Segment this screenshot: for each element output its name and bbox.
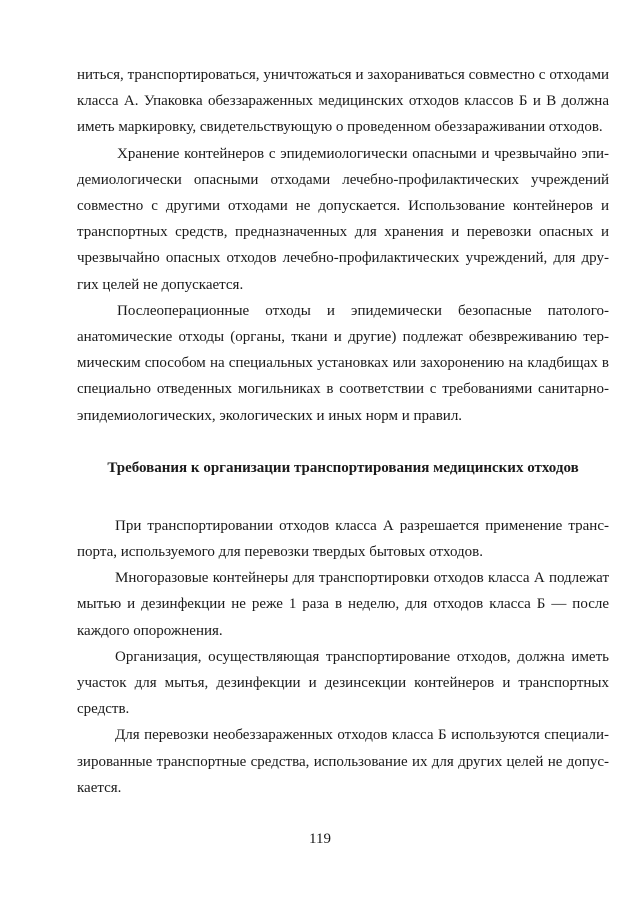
document-page <box>77 62 609 801</box>
paragraph-class-b-vehicles: Для перевозки необеззараженных отходов класса Б используются специализированные транспортные средства, использование их для других целей не допускается. <box>77 727 609 796</box>
paragraph-class-a-transport: При транспортировании отходов класса А разрешается применение транспорта, используемого для перевозки твердых бытовых отходов. <box>77 517 609 561</box>
paragraph-reusable-containers: Многоразовые контейнеры для транспортировки отходов класса А подлежат мытью и дезинфекции не реже 1 раза в неделю, для отходов класса Б — после каждого опорожнения. <box>77 570 609 639</box>
page-number: 119 <box>309 831 331 847</box>
section-heading: Требования к организации транспортирования медицинских отходов <box>107 459 579 476</box>
paragraph-washing-area: Организация, осуществляющая транспортирование отходов, должна иметь участок для мытья, дезинфекции и дезинсекции контейнеров и транспортных средств. <box>77 648 609 718</box>
paragraph-postoperative-waste: Послеоперационные отходы и эпидемически безопасные патологоанатомические отходы (органы, ткани и другие) подлежат обезвреживанию термическим способом на специальных установках или захоронению на кладбищах в специально отведенных могильниках в соответствии с требованиями санитарноэпидемиологических, экологических и иных норм и правил. <box>77 302 609 424</box>
paragraph-container-storage: Хранение контейнеров с эпидемиологически опасными и чрезвычайно эпидемиологически опасными отходами лечебно-профилактических учреждений совместно с другими отходами не допускается. Использование контейнеров и транспортных средств, предназначенных для хранения и перевозки опасных и чрезвычайно опасных отходов лечебно-профилактических учреждений, для других целей не допускается. <box>77 145 609 293</box>
paragraph-continuation: ниться, транспортироваться, уничтожаться и захораниваться совместно с отходами класса А. Упаковка обеззараженных медицинских отходов классов Б и В должна иметь маркировку, свидетельствующую о проведенном обеззараживании отходов. <box>77 67 609 136</box>
